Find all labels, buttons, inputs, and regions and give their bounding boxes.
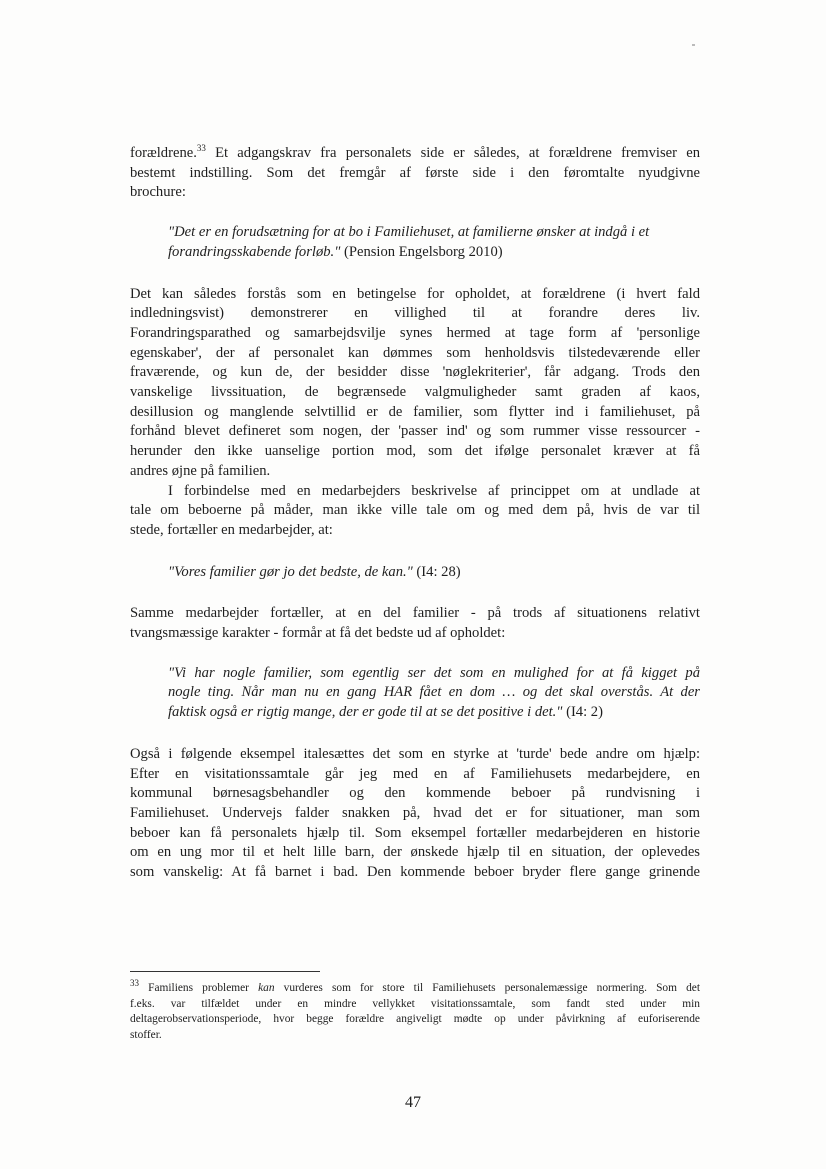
paragraph-1-line-3: brochure:: [130, 184, 186, 201]
paragraph-1-line-1: forældrene.$^{33}$ Et adgangskrav fra personalets side er således, at forældrene fremviser en: [130, 143, 700, 161]
paragraph-1-line-2: bestemt indstilling. Som det fremgår af første side i den føromtalte nyudgivne: [130, 164, 700, 181]
page-body: [130, 144, 700, 883]
footnote-separator: [130, 971, 320, 972]
paragraph-3: I forbindelse med en medarbejders beskrivelse af princippet om at undlade at tale om beboerne på måder, man ikke ville tale om og med dem på, hvis de var til stede, fortæller en medarbejder, at:: [130, 482, 700, 538]
paragraph-2: Det kan således forstås som en betingelse for opholdet, at forældrene (i hvert fald indledningsvist) demonstrerer en villighed til at forandre deres liv. Forandringsparathed og samarbejdsvilje synes hermed at tage form af 'personlige egenskaber', der af personalet kan dømmes som henholdsvis tilstedeværende eller fraværende, og kun de, der besidder disse 'nøglekriterier', får adgang. Trods den vanskelige livssituation, de begrænsede valgmuligheder samt graden af kaos, desillusion og manglende selvtillid er de familier, som flytter ind i familiehuset, på forhånd blevet defineret som nogen, der 'passer ind' og som rummer visse ressourcer - herunder den ikke uanselige portion mod, som det ifølge personalet kræver at få andres øjne på familien.: [130, 285, 700, 479]
paragraph-4: Samme medarbejder fortæller, at en del familier - på trods af situationens relativt tvangsmæssige karakter - formår at få det bedste ud af opholdet:: [130, 605, 700, 642]
block-quote-1: "Det er en forudsætning for at bo i Familiehuset, at familierne ønsker at indgå i et forandringsskabende forløb." (Pension Engelsborg 2010): [168, 224, 650, 260]
block-quote-3: "Vi har nogle familier, som egentlig ser det som en mulighed for at få kigget på nogle ting. Når man nu en gang HAR fået en dom … og det skal overstås. At der faktisk også er rigtig mange, der er gode til at se det positive i det." (I4: 2): [168, 664, 700, 721]
paragraph-5: Også i følgende eksempel italesættes det som en styrke at 'turde' bede andre om hjælp: Efter en visitationssamtale går jeg med en af Familiehusets medarbejdere, en kommunal børnesagsbehandler og den kommende beboer på rundvisning i Familiehuset. Undervejs falder snakken på, hvad det er for situationer, man som beboer kan få personalets hjælp til. Som eksempel fortæller medarbejderen en historie om en ung mor til et helt lille barn, der ønskede hjælp til en situation, der oplevedes som vanskelig: At få barnet i bad. Den kommende beboer bryder flere gange grinende: [130, 745, 700, 881]
footnote-33: $^{33}$ Familiens problemer kan vurderes som for store til Familiehusets personalemæssige normering. Som det f.eks. var tilfældet under en mindre vellykket visitationssamtale, som fandt sted under min deltagerobservationsperiode, hvor begge forældre angiveligt mødte op under påvirkning af euforiserende stoffer.: [130, 978, 700, 1041]
page-number: 47: [405, 1094, 421, 1111]
footnote-number: 33: [130, 978, 139, 989]
footnote-ref-33[interactable]: 33: [196, 143, 206, 154]
block-quote-2: "Vores familier gør jo det bedste, de kan." (I4: 28): [168, 563, 461, 580]
